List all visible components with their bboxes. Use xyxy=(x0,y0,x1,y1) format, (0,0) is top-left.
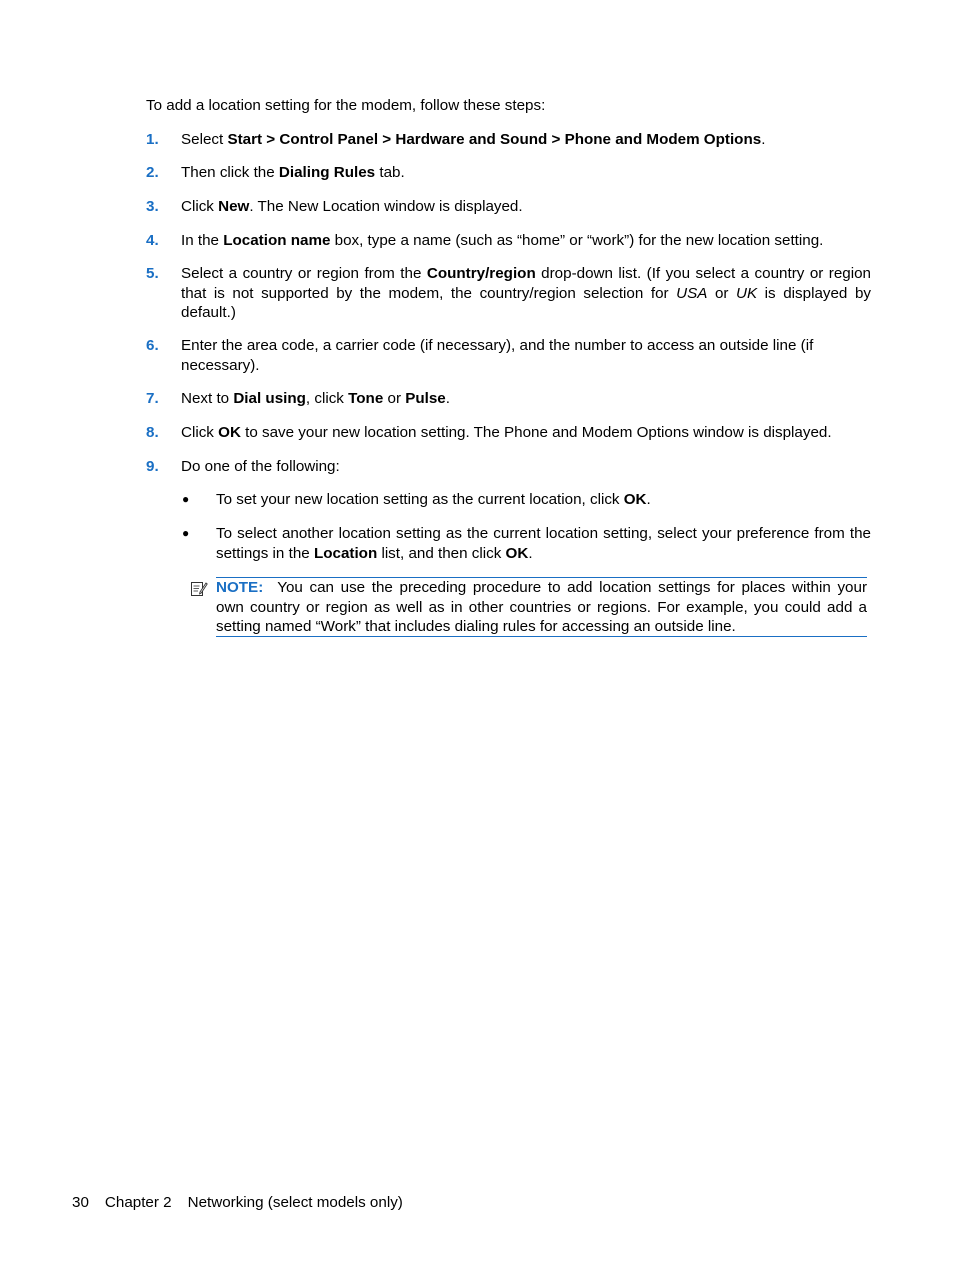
tab-name: Dialing Rules xyxy=(278,164,376,181)
field-name: Location name xyxy=(223,232,331,249)
chapter-label: Chapter 2 xyxy=(104,1194,172,1211)
intro-text: To add a location setting for the modem, follow these steps: xyxy=(146,97,546,114)
step-text xyxy=(181,231,871,251)
option-name: Pulse xyxy=(405,390,446,407)
text-run: or xyxy=(383,390,406,407)
step-text xyxy=(181,457,871,477)
text-run: . xyxy=(761,131,766,148)
text-run: Click xyxy=(181,198,219,215)
text-run: tab. xyxy=(375,164,405,181)
text-run: Select xyxy=(181,131,228,148)
page-number: 30 xyxy=(72,1194,89,1211)
option-name: Tone xyxy=(348,390,384,407)
text-run: . xyxy=(646,491,651,508)
step-text xyxy=(181,423,871,443)
note-label: NOTE: xyxy=(216,579,264,596)
button-name: OK xyxy=(505,544,529,562)
text-run: is displayed by default.) xyxy=(181,284,871,321)
text-run: Next to xyxy=(181,390,234,407)
bullet-text xyxy=(216,490,871,510)
text-run: or xyxy=(707,284,737,302)
step-text xyxy=(181,197,871,217)
text-run: In the xyxy=(181,232,224,249)
button-name: New xyxy=(218,198,250,215)
country-value: USA xyxy=(676,284,708,302)
text-run: drop-down list. (If you select a country or region that is not supported by the modem, the country/region selection for xyxy=(181,265,871,302)
text-run: . xyxy=(528,544,533,562)
step-number: 8. xyxy=(146,424,159,441)
button-name: OK xyxy=(218,424,241,441)
text-run: . The New Location window is displayed. xyxy=(249,198,523,215)
step-text xyxy=(181,130,871,150)
chapter-title: Networking (select models only) xyxy=(187,1194,403,1211)
button-name: OK xyxy=(623,491,647,508)
note-body: You can use the preceding procedure to add location settings for places within your own country or region as well as in other countries or regions. For example, you could add a setting named “Work” that includes dialing rules for accessing an outside line. xyxy=(216,579,867,635)
page-footer xyxy=(72,1193,419,1213)
step-number: 9. xyxy=(146,458,159,475)
step-text xyxy=(181,336,871,375)
step-text xyxy=(181,389,871,409)
text-run: Click xyxy=(181,424,219,441)
note-text xyxy=(216,578,867,637)
step-text xyxy=(181,264,871,323)
text-run: . xyxy=(445,390,450,407)
text-run: To set your new location setting as the current location, click xyxy=(216,491,624,508)
step-number: 6. xyxy=(146,337,159,354)
text-run: Enter the area code, a carrier code (if necessary), and the number to access an outside line (if necessary). xyxy=(181,337,814,374)
text-run: , click xyxy=(305,390,349,407)
bullet-text xyxy=(216,524,871,563)
note-icon xyxy=(190,580,208,598)
bullet-icon: ● xyxy=(182,492,190,506)
text-run: Select a country or region from the xyxy=(181,265,427,282)
text-run: Then click the xyxy=(181,164,279,181)
text-run: list, and then click xyxy=(377,544,506,562)
field-name: Country/region xyxy=(426,265,536,282)
country-value: UK xyxy=(736,284,758,302)
step-number: 2. xyxy=(146,164,159,181)
step-number: 7. xyxy=(146,390,159,407)
text-run: Do one of the following: xyxy=(181,458,340,475)
step-number: 1. xyxy=(146,131,159,148)
step-number: 3. xyxy=(146,198,159,215)
menu-path: Start > Control Panel > Hardware and Sound > Phone and Modem Options xyxy=(227,131,762,148)
list-name: Location xyxy=(313,544,378,562)
text-run: To select another location setting as the current location setting, select your preference from the settings in the xyxy=(216,525,871,562)
note-box xyxy=(216,577,867,637)
step-number: 5. xyxy=(146,265,159,282)
option-name: Dial using xyxy=(233,390,306,407)
bullet-icon: ● xyxy=(182,526,190,540)
step-text xyxy=(181,163,871,183)
text-run: to save your new location setting. The Phone and Modem Options window is displayed. xyxy=(240,424,832,441)
text-run: box, type a name (such as “home” or “work”) for the new location setting. xyxy=(330,232,824,249)
step-number: 4. xyxy=(146,232,159,249)
